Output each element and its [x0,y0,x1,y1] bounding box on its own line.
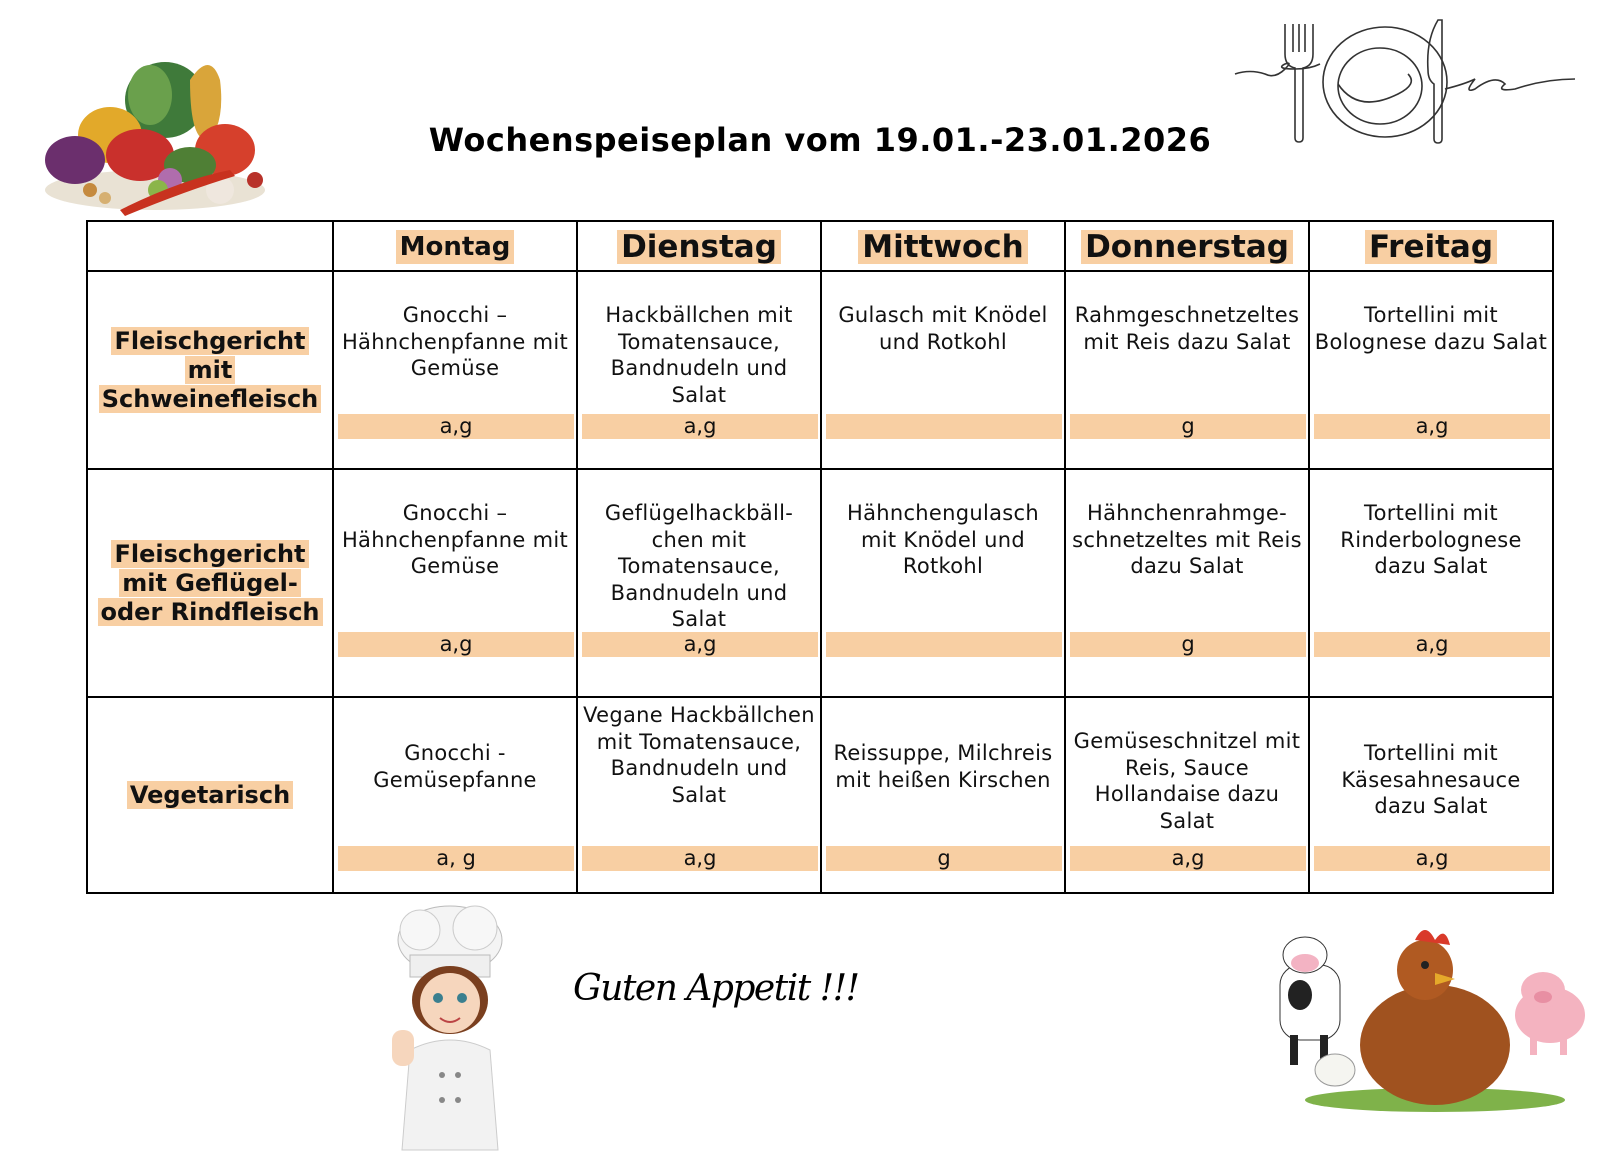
allergen-label: g [1070,632,1306,657]
allergen-label [826,632,1062,657]
day-label: Montag [396,230,515,264]
allergen-label: a,g [1314,846,1550,871]
page-title: Wochenspeiseplan vom 19.01.-23.01.2026 [428,121,1212,160]
chef-illustration [380,900,520,1160]
dish-text: Rahmgeschnetzeltes mit Reis dazu Salat [1074,303,1300,354]
allergen-label [826,414,1062,439]
empty-header-cell [87,221,333,271]
allergen-label: a,g [1314,632,1550,657]
dish-text: Gemüseschnitzel mit Reis, Sauce Hollandaise dazu Salat [1073,729,1301,833]
day-label: Mittwoch [858,230,1028,264]
category-cell [87,469,333,697]
day-header-wednesday [821,221,1065,271]
dish-text: Reissuppe, Milchreis mit heißen Kirschen [833,741,1053,792]
dish-cell [333,469,577,697]
dish-text: Hähnchengulasch mit Knödel und Rotkohl [846,501,1039,578]
dish-cell [577,697,821,893]
dish-text: Tortellini mit Rinderbolognese dazu Salat [1340,501,1522,578]
day-label: Donnerstag [1081,230,1293,264]
category-cell [87,697,333,893]
dish-cell [821,271,1065,469]
dish-cell [1065,271,1309,469]
farm-animals-illustration [1275,915,1595,1115]
dish-cell [1309,271,1553,469]
dish-text: Tortellini mit Käsesahnesauce dazu Salat [1341,741,1521,818]
allergen-label: g [826,846,1062,871]
table-header-row [87,221,1553,271]
dish-cell [333,697,577,893]
table-row [87,697,1553,893]
allergen-label: g [1070,414,1306,439]
dish-text: Gulasch mit Knödel und Rotkohl [838,303,1048,354]
allergen-label: a, g [338,846,574,871]
day-label: Freitag [1365,230,1497,264]
table-row [87,271,1553,469]
dish-cell [821,697,1065,893]
dish-text: Geflügelhackbäll-chen mit Tomatensauce, Bandnudeln und Salat [604,501,794,631]
closing-greeting: Guten Appetit !!! [573,968,859,1009]
dish-text: Tortellini mit Bolognese dazu Salat [1314,303,1548,354]
category-label: Fleischgericht mit Schweinefleisch [99,327,322,413]
allergen-label: a,g [338,414,574,439]
dish-text: Vegane Hackbällchen mit Tomatensauce, Bandnudeln und Salat [583,703,815,807]
day-header-friday [1309,221,1553,271]
allergen-label: a,g [582,414,818,439]
day-header-thursday [1065,221,1309,271]
category-label: Vegetarisch [127,781,293,809]
dish-cell [1309,697,1553,893]
dish-cell [1309,469,1553,697]
category-cell [87,271,333,469]
dish-cell [1065,469,1309,697]
allergen-label: a,g [338,632,574,657]
table-row [87,469,1553,697]
dish-text: Gnocchi – Hähnchenpfanne mit Gemüse [341,303,569,380]
dish-cell [577,271,821,469]
dish-text: Gnocchi - Gemüsepfanne [373,741,537,792]
dish-text: Hackbällchen mit Tomatensauce, Bandnudeln und Salat [605,303,793,407]
day-label: Dienstag [617,230,781,264]
category-label: Fleischgericht mit Geflügel- oder Rindfleisch [98,540,323,626]
dish-cell [577,469,821,697]
dish-cell [1065,697,1309,893]
dish-text: Gnocchi – Hähnchenpfanne mit Gemüse [341,501,569,578]
allergen-label: a,g [582,632,818,657]
day-header-tuesday [577,221,821,271]
weekly-menu-table [86,220,1554,894]
dish-cell [333,271,577,469]
allergen-label: a,g [582,846,818,871]
dish-cell [821,469,1065,697]
dish-text: Hähnchenrahmge-schnetzeltes mit Reis dazu Salat [1072,501,1302,578]
vegetables-illustration [30,40,280,220]
allergen-label: a,g [1070,846,1306,871]
allergen-label: a,g [1314,414,1550,439]
day-header-monday [333,221,577,271]
